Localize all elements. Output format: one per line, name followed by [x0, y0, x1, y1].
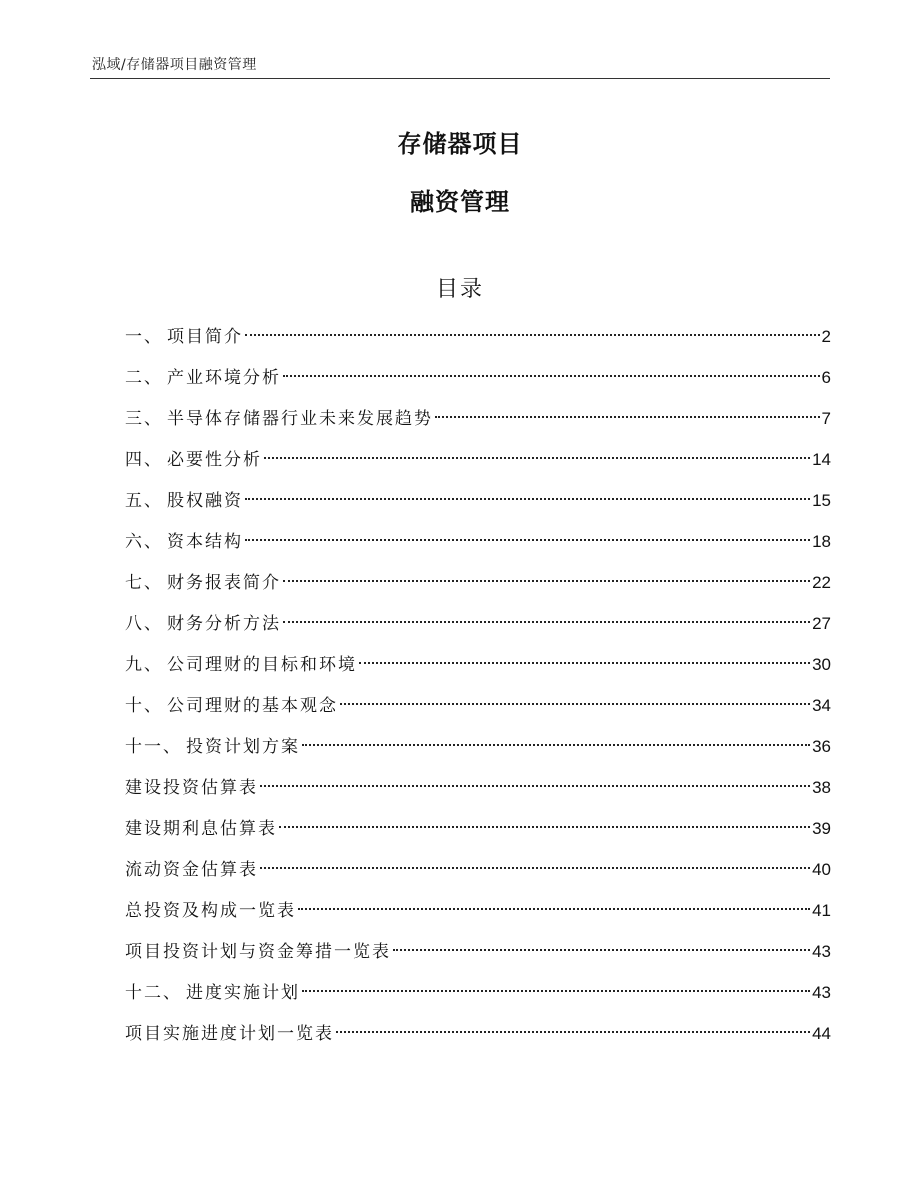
toc-entry-number: 十一、 — [125, 737, 182, 757]
toc-entry-page-number: 43 — [812, 983, 831, 1002]
toc-entry[interactable] — [125, 937, 831, 978]
toc-entry-page-number: 22 — [812, 573, 831, 592]
toc-entry-page-number: 15 — [812, 491, 831, 510]
toc-entry[interactable] — [125, 486, 831, 527]
toc-entry[interactable] — [125, 650, 831, 691]
toc-entry[interactable] — [125, 322, 831, 363]
running-header: 泓域/存储器项目融资管理 — [92, 57, 257, 73]
toc-dot-leader — [264, 457, 810, 459]
toc-entry-number: 八、 — [125, 614, 163, 634]
toc-dot-leader — [393, 949, 810, 951]
toc-entry[interactable] — [125, 773, 831, 814]
toc-entry-page-number: 2 — [821, 327, 831, 346]
toc-entry-page-number: 18 — [812, 532, 831, 551]
toc-entry-page-number: 14 — [812, 450, 831, 469]
toc-dot-leader — [245, 539, 810, 541]
toc-entry-title: 公司理财的目标和环境 — [167, 655, 357, 675]
toc-entry[interactable] — [125, 896, 831, 937]
toc-entry[interactable] — [125, 527, 831, 568]
toc-entry[interactable] — [125, 691, 831, 732]
toc-entry[interactable] — [125, 855, 831, 896]
toc-dot-leader — [245, 498, 810, 500]
toc-dot-leader — [279, 826, 810, 828]
toc-entry-title: 财务报表简介 — [167, 573, 281, 593]
toc-entry-title: 半导体存储器行业未来发展趋势 — [167, 409, 433, 429]
toc-entry-number: 六、 — [125, 532, 163, 552]
toc-dot-leader — [359, 662, 810, 664]
toc-entry-title: 公司理财的基本观念 — [167, 696, 338, 716]
toc-entry-page-number: 6 — [821, 368, 831, 387]
toc-entry-number: 二、 — [125, 368, 163, 388]
toc-entry-title: 建设投资估算表 — [125, 778, 258, 798]
toc-entry-page-number: 41 — [812, 901, 831, 920]
toc-entry-number: 四、 — [125, 450, 163, 470]
toc-dot-leader — [260, 867, 810, 869]
toc-dot-leader — [302, 990, 810, 992]
toc-entry-title: 流动资金估算表 — [125, 860, 258, 880]
toc-entry[interactable] — [125, 814, 831, 855]
toc-entry-title: 资本结构 — [167, 532, 243, 552]
toc-entry-number: 七、 — [125, 573, 163, 593]
toc-entry-number: 十二、 — [125, 983, 182, 1003]
toc-entry-title: 产业环境分析 — [167, 368, 281, 388]
toc-entry-page-number: 30 — [812, 655, 831, 674]
toc-entry-title: 项目投资计划与资金筹措一览表 — [125, 942, 391, 962]
toc-entry-title: 进度实施计划 — [186, 983, 300, 1003]
toc-entry-page-number: 36 — [812, 737, 831, 756]
toc-entry-number: 三、 — [125, 409, 163, 429]
toc-entry-title: 项目实施进度计划一览表 — [125, 1024, 334, 1044]
document-title-line-2: 融资管理 — [410, 188, 510, 216]
toc-dot-leader — [435, 416, 820, 418]
header-rule — [90, 78, 830, 79]
toc-entry-title: 财务分析方法 — [167, 614, 281, 634]
toc-entry[interactable] — [125, 363, 831, 404]
toc-entry-number: 九、 — [125, 655, 163, 675]
toc-entry-number: 十、 — [125, 696, 163, 716]
toc-entry-number: 一、 — [125, 327, 163, 347]
toc-entry-title: 投资计划方案 — [186, 737, 300, 757]
toc-entry-page-number: 27 — [812, 614, 831, 633]
toc-entry-page-number: 40 — [812, 860, 831, 879]
toc-dot-leader — [260, 785, 810, 787]
toc-entry-page-number: 34 — [812, 696, 831, 715]
toc-entry-page-number: 44 — [812, 1024, 831, 1043]
toc-entry-page-number: 7 — [821, 409, 831, 428]
table-of-contents — [125, 322, 831, 1060]
toc-dot-leader — [283, 580, 810, 582]
toc-dot-leader — [245, 334, 820, 336]
toc-heading: 目录 — [435, 277, 484, 302]
toc-entry-title: 总投资及构成一览表 — [125, 901, 296, 921]
toc-dot-leader — [283, 621, 810, 623]
toc-entry-page-number: 38 — [812, 778, 831, 797]
toc-entry-number: 五、 — [125, 491, 163, 511]
toc-entry[interactable] — [125, 1019, 831, 1060]
toc-dot-leader — [283, 375, 820, 377]
toc-entry[interactable] — [125, 404, 831, 445]
toc-entry-title: 必要性分析 — [167, 450, 262, 470]
toc-dot-leader — [340, 703, 810, 705]
toc-entry-page-number: 43 — [812, 942, 831, 961]
toc-entry[interactable] — [125, 568, 831, 609]
toc-dot-leader — [298, 908, 810, 910]
toc-entry[interactable] — [125, 445, 831, 486]
toc-dot-leader — [336, 1031, 810, 1033]
toc-entry-title: 项目简介 — [167, 327, 243, 347]
toc-entry-title: 建设期利息估算表 — [125, 819, 277, 839]
toc-entry-title: 股权融资 — [167, 491, 243, 511]
toc-entry[interactable] — [125, 732, 831, 773]
toc-dot-leader — [302, 744, 810, 746]
document-title-line-1: 存储器项目 — [397, 130, 523, 158]
toc-entry-page-number: 39 — [812, 819, 831, 838]
toc-entry[interactable] — [125, 978, 831, 1019]
toc-entry[interactable] — [125, 609, 831, 650]
